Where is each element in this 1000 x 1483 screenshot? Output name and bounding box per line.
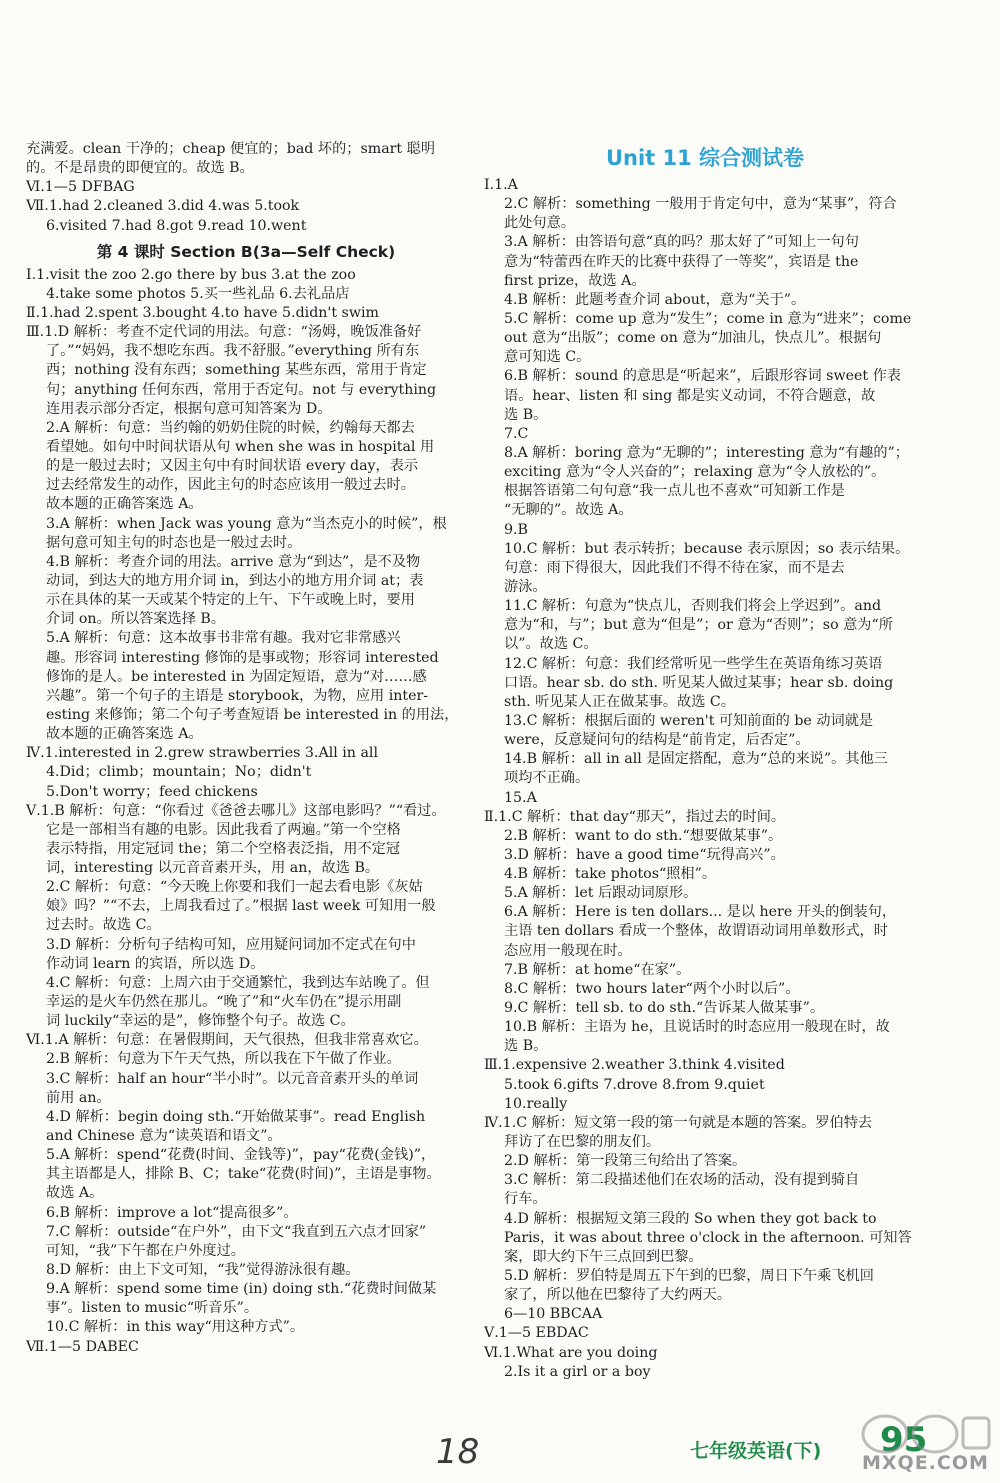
watermark-text: MXQE.COM: [862, 1452, 989, 1474]
answer-line: 4.C 解析：句意：上周六由于交通繁忙，我到达车站晚了。但: [46, 974, 430, 991]
answer-line: 作动词 learn 的宾语，所以选 D。: [46, 955, 265, 972]
answer-line: 7.C: [504, 425, 529, 442]
answer-line: 4.B 解析：此题考查介词 about，意为“关于”。: [504, 291, 806, 308]
answer-line: 11.C 解析：句意为“快点儿，否则我们将会上学迟到”。and: [504, 598, 882, 615]
answer-line: 4.take some photos 5.买一些礼品 6.去礼品店: [46, 285, 350, 302]
answer-line: out 意为“出版”；come on 意为“加油儿，快点儿”。根据句: [504, 330, 882, 347]
answer-line: 3.D 解析：have a good time“玩得高兴”。: [504, 846, 785, 863]
answer-line: 10.C 解析：in this way“用这种方式”。: [46, 1319, 305, 1336]
answer-line: 过去时。故选 C。: [46, 917, 161, 934]
answer-line: 3.D 解析：分析句子结构可知，应用疑问词加不定式在句中: [46, 936, 416, 953]
answer-line: 6.B 解析：sound 的意思是“听起来”，后跟形容词 sweet 作表: [504, 368, 901, 385]
answer-line: 趣。形容词 interesting 修饰的是事或物；形容词 interested: [46, 649, 439, 666]
unit-answers: [484, 176, 926, 1382]
footer-page-number: 95: [880, 1420, 928, 1460]
answer-line: 其主语都是人，排除 B、C；take“花费(时间)”，主语是事物。: [46, 1166, 441, 1183]
answer-line: 根据答语第二句句意“我一点儿也不喜欢”可知新工作是: [504, 483, 845, 500]
answer-line: 语。hear、listen 和 sing 都是实义动词，不符合题意，故: [504, 387, 876, 404]
left-answers-part2: [26, 266, 466, 1357]
answer-line: 9.C 解析：tell sb. to do sth.“告诉某人做某事”。: [504, 1000, 825, 1017]
answer-line: 10.B 解析：主语为 he，且说话时的时态应用一般现在时，故: [504, 1019, 890, 1036]
answer-line: 口语。hear sb. do sth. 听见某人做过某事；hear sb. doing: [504, 674, 894, 691]
answer-line: 2.C 解析：句意：“今天晚上你要和我们一起去看电影《灰姑: [46, 879, 423, 896]
answer-line: 2.B 解析：want to do sth.“想要做某事”。: [504, 827, 783, 844]
answer-line: 的是一般过去时；又因主句中有时间状语 every day，表示: [46, 458, 419, 475]
answer-line: 案，即大约下午三点回到巴黎。: [504, 1248, 703, 1265]
answer-line: 4.Did；climb；mountain；No；didn't: [46, 764, 312, 781]
section-b-heading: 第 4 课时 Section B(3a—Self Check): [96, 242, 396, 261]
answer-line: 2.A 解析：句意：当约翰的奶奶住院的时候，约翰每天都去: [46, 419, 415, 436]
answer-line: 3.C 解析：第二段描述他们在农场的活动，没有提到骑自: [504, 1172, 860, 1189]
answer-line: 看望她。如句中时间状语从句 when she was in hospital 用: [46, 438, 435, 455]
answer-line: 修饰的是人。be interested in 为固定短语，意为“对……感: [46, 668, 427, 685]
answer-line: 4.B 解析：take photos“照相”。: [504, 866, 717, 883]
answer-line: 娘》吗？”“不去，上周我看过了。”根据 last week 可知用一般: [46, 898, 436, 915]
answer-line: 连用表示部分否定，根据句意可知答案为 D。: [46, 400, 332, 417]
answer-line: 6.visited 7.had 8.got 9.read 10.went: [46, 217, 307, 234]
answer-line: Ⅲ.1.D 解析：考查不定代词的用法。句意：“汤姆，晚饭准备好: [26, 324, 422, 341]
answer-line: 4.D 解析：根据短文第三段的 So when they got back to: [504, 1210, 877, 1227]
answer-line: 态应用一般现在时。: [504, 942, 632, 959]
answer-line: exciting 意为“令人兴奋的”；relaxing 意为“令人放松的”。: [504, 464, 886, 481]
answer-line: Paris，it was about three o'clock in the afternoon. 可知答: [504, 1229, 912, 1246]
answer-line: 3.A 解析：when Jack was young 意为“当杰克小的时候”，根: [46, 515, 447, 532]
handwritten-page-number: 18: [436, 1432, 480, 1472]
answer-line: 14.B 解析：all in all 是固定搭配，意为“总的来说”。其他三: [504, 751, 888, 768]
answer-line: 表示特指，用定冠词 the；第二个空格表泛指，用不定冠: [46, 840, 401, 857]
answer-line: and Chinese 意为“读英语和语文”。: [46, 1128, 282, 1145]
answer-line: 故本题的正确答案选 A。: [46, 726, 203, 743]
answer-line: Ⅵ.1.What are you doing: [484, 1344, 658, 1361]
answer-line: 9.A 解析：spend some time (in) doing sth.“花费时间做某: [46, 1281, 437, 1298]
answer-line: Ⅱ.1.C 解析：that day“那天”，指过去的时间。: [484, 808, 786, 825]
answer-line: 动词，到达大的地方用介词 in，到达小的地方用介词 at；表: [46, 572, 424, 589]
footer-grade-label: 七年级英语(下): [690, 1440, 822, 1462]
answer-line: Ⅲ.1.expensive 2.weather 3.think 4.visited: [484, 1057, 785, 1074]
answer-line: 介词 on。所以答案选择 B。: [46, 611, 226, 628]
answer-line: 2.Is it a girl or a boy: [504, 1363, 651, 1380]
answer-line: Ⅳ.1.C 解析：短文第一段的第一句就是本题的答案。罗伯特去: [484, 1114, 873, 1131]
answer-line: 幸运的是火车仍然在那儿。“晚了”和“火车仍在”提示用副: [46, 994, 402, 1011]
left-answers-part1: [26, 178, 466, 235]
answer-line: 意可知选 C。: [504, 349, 591, 366]
answer-line: 5.A 解析：spend“花费(时间、金钱等)”，pay“花费(金钱)”，: [46, 1147, 436, 1164]
answer-line: 意为“和，与”；but 意为“但是”；or 意为“否则”；so 意为“所: [504, 617, 893, 634]
answer-line: 拜访了在巴黎的朋友们。: [504, 1134, 661, 1151]
left-continuation: [26, 140, 466, 178]
answer-line: 5.took 6.gifts 7.drove 8.from 9.quiet: [504, 1076, 765, 1093]
answer-line: 2.B 解析：句意为下午天气热，所以我在下午做了作业。: [46, 1051, 401, 1068]
answer-line: 6.A 解析：Here is ten dollars... 是以 here 开头的倒装句，: [504, 904, 897, 921]
answer-line: Ⅰ.1.visit the zoo 2.go there by bus 3.at the zoo: [26, 266, 356, 283]
answer-line: 家了，所以他在巴黎待了大约两天。: [504, 1287, 732, 1304]
answer-line: esting 来修饰；第二个句子考查短语 be interested in 的用法，: [46, 706, 459, 723]
answer-line: Ⅶ.1—5 DABEC: [26, 1338, 139, 1355]
answer-line: 8.D 解析：由上下文可知，“我”觉得游泳很有趣。: [46, 1262, 360, 1279]
answer-line: 9.B: [504, 521, 528, 538]
answer-line: 西；nothing 没有东西；something 某些东西，常用于肯定: [46, 362, 427, 379]
answer-line: 此处句意。: [504, 215, 575, 232]
answer-line: Ⅱ.1.had 2.spent 3.bought 4.to have 5.didn't swim: [26, 304, 379, 321]
answer-line: 游泳。: [504, 578, 547, 595]
answer-line: 兴趣”。第一个句子的主语是 storybook，为物，应用 inter-: [46, 687, 429, 704]
answer-line: sth. 听见某人正在做某事。故选 C。: [504, 693, 735, 710]
answer-line: 2.D 解析：第一段第三句给出了答案。: [504, 1153, 747, 1170]
answer-line: 5.Don't worry；feed chickens: [46, 783, 258, 800]
answer-line: 选 B。: [504, 1038, 548, 1055]
answer-line: 的。不是昂贵的即便宜的。故选 B。: [26, 160, 254, 177]
answer-line: 故本题的正确答案选 A。: [46, 496, 203, 513]
answer-line: 可知，“我”下午都在户外度过。: [46, 1242, 245, 1259]
answer-line: 2.C 解析：something 一般用于肯定句中，意为“某事”，符合: [504, 196, 897, 213]
answer-line: 3.C 解析：half an hour“半小时”。以元音音素开头的单词: [46, 1070, 419, 1087]
answer-line: Ⅴ.1—5 EBDAC: [484, 1325, 589, 1342]
answer-line: 词 luckily“幸运的是”，修饰整个句子。故选 C。: [46, 1013, 355, 1030]
answer-line: 据句意可知主句的时态也是一般过去时。: [46, 534, 302, 551]
answer-line: 4.B 解析：考查介词的用法。arrive 意为“到达”，是不及物: [46, 553, 421, 570]
answer-line: 3.A 解析：由答语句意“真的吗？那太好了”可知上一句句: [504, 234, 859, 251]
answer-line: 事”。listen to music“听音乐”。: [46, 1300, 259, 1317]
right-column: [484, 140, 926, 1382]
left-column: [26, 140, 466, 1357]
answer-line: 7.B 解析：at home“在家”。: [504, 961, 691, 978]
answer-line: 8.C 解析：two hours later“两个小时以后”。: [504, 980, 800, 997]
answer-line: first prize，故选 A。: [504, 272, 646, 289]
answer-line: “无聊的”。故选 A。: [504, 502, 633, 519]
answer-line: 意为“特蕾西在昨天的比赛中获得了一等奖”，宾语是 the: [504, 253, 859, 270]
answer-line: 13.C 解析：根据后面的 weren't 可知前面的 be 动词就是: [504, 712, 874, 729]
answer-line: 项均不正确。: [504, 770, 590, 787]
answer-line: 6—10 BBCAA: [504, 1306, 603, 1323]
answer-line: 它是一部相当有趣的电影。因此我看了两遍。”第一个空格: [46, 821, 401, 838]
answer-line: 8.A 解析：boring 意为“无聊的”；interesting 意为“有趣的”；: [504, 444, 909, 461]
answer-line: 5.A 解析：let 后跟动词原形。: [504, 885, 698, 902]
answer-line: 示在具体的某一天或某个特定的上午、下午或晚上时，要用: [46, 592, 415, 609]
answer-line: 故选 A。: [46, 1185, 104, 1202]
unit-title: Unit 11 综合测试卷: [605, 146, 805, 170]
answer-line: 行车。: [504, 1191, 547, 1208]
answer-line: Ⅰ.1.A: [484, 177, 518, 193]
answer-line: Ⅳ.1.interested in 2.grew strawberries 3.All in all: [26, 745, 378, 762]
answer-line: 6.B 解析：improve a lot“提高很多”。: [46, 1204, 298, 1221]
answer-line: 主语 ten dollars 看成一个整体，故谓语动词用单数形式，时: [504, 923, 888, 940]
answer-line: 过去经常发生的动作，因此主句的时态应该用一般过去时。: [46, 477, 415, 494]
answer-line: 10.really: [504, 1095, 568, 1112]
answer-line: were，反意疑问句的结构是“前肯定，后否定”。: [504, 732, 810, 749]
answer-line: 5.C 解析：come up 意为“发生”；come in 意为“进来”；come: [504, 310, 912, 327]
answer-line: Ⅶ.1.had 2.cleaned 3.did 4.was 5.took: [26, 198, 300, 215]
answer-line: 5.A 解析：句意：这本故事书非常有趣。我对它非常感兴: [46, 630, 401, 647]
answer-line: 12.C 解析：句意：我们经常听见一些学生在英语角练习英语: [504, 655, 883, 672]
answer-line: 7.C 解析：outside“在户外”，由下文“我直到五六点才回家”: [46, 1223, 427, 1240]
answer-line: 4.D 解析：begin doing sth.“开始做某事”。read English: [46, 1108, 426, 1125]
answer-line: 了。”“妈妈，我不想吃东西。我不舒服。”everything 所有东: [46, 343, 420, 360]
answer-line: 充满爱。clean 干净的；cheap 便宜的；bad 坏的；smart 聪明: [26, 141, 436, 157]
answer-line: 以”。故选 C。: [504, 636, 598, 653]
answer-line: 句意：雨下得很大，因此我们不得不待在家，而不是去: [504, 559, 845, 576]
answer-line: 5.D 解析：罗伯特是周五下午到的巴黎，周日下午乘飞机回: [504, 1268, 874, 1285]
answer-line: Ⅴ.1.B 解析：句意：“你看过《爸爸去哪儿》这部电影吗？”“看过。: [26, 802, 446, 819]
answer-line: 选 B。: [504, 406, 548, 423]
answer-line: Ⅵ.1.A 解析：句意：在暑假期间，天气很热，但我非常喜欢它。: [26, 1032, 428, 1049]
answer-line: 句；anything 任何东西，常用于否定句。not 与 everything: [46, 381, 437, 398]
answer-line: 10.C 解析：but 表示转折；because 表示原因；so 表示结果。: [504, 540, 910, 557]
answer-line: 15.A: [504, 789, 537, 806]
answer-line: 词，interesting 以元音音素开头，用 an，故选 B。: [46, 860, 380, 877]
answer-line: Ⅵ.1—5 DFBAG: [26, 179, 135, 196]
answer-line: 前用 an。: [46, 1089, 111, 1106]
